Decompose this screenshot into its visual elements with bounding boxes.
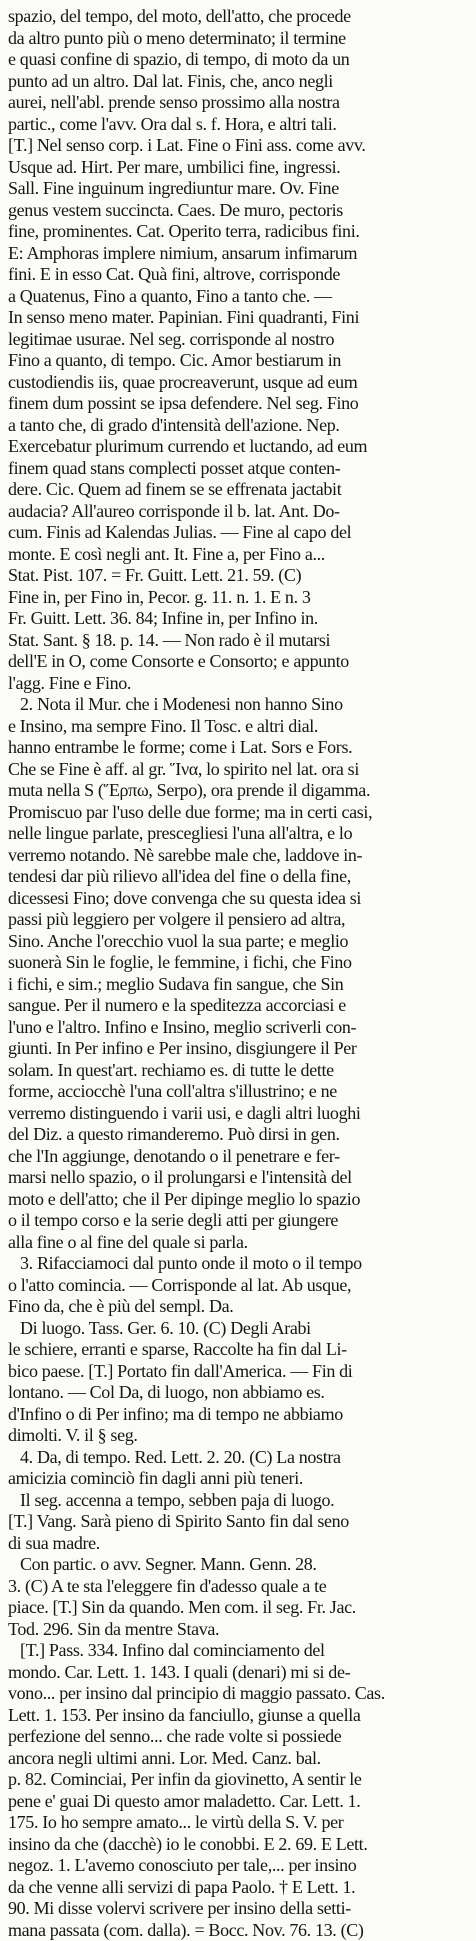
- text-line: [T.] Vang. Sarà pieno di Spirito Santo fin dal seno: [8, 1511, 470, 1533]
- text-line: mondo. Car. Lett. 1. 143. I quali (denari) mi si de-: [8, 1662, 470, 1684]
- text-line: l'uno e l'altro. Infino e Insino, meglio scriverli con-: [8, 1017, 470, 1039]
- text-line: fini. E in esso Cat. Quà fini, altrove, corrisponde: [8, 264, 470, 286]
- text-line: da altro punto più o meno determinato; il termine: [8, 28, 470, 50]
- text-line: Stat. Sant. § 18. p. 14. — Non rado è il mutarsi: [8, 630, 470, 652]
- text-line: Il seg. accenna a tempo, sebben paja di luogo.: [8, 1490, 470, 1512]
- text-line: 3. (C) A te sta l'eleggere fin d'adesso quale a te: [8, 1576, 470, 1598]
- text-line: Fino da, che è più del sempl. Da.: [8, 1296, 470, 1318]
- text-line: finem quad stans complecti posset atque conten-: [8, 458, 470, 480]
- text-line: [T.] Nel senso corp. i Lat. Fine o Fini ass. come avv.: [8, 135, 470, 157]
- text-line: dimolti. V. il § seg.: [8, 1425, 470, 1447]
- text-line: a Quatenus, Fino a quanto, Fino a tanto che. —: [8, 286, 470, 308]
- text-line: marsi nello spazio, o il prolungarsi e l'intensità del: [8, 1167, 470, 1189]
- text-line: Tod. 296. Sin da mentre Stava.: [8, 1619, 470, 1641]
- text-line: verremo distinguendo i varii usi, e dagli altri luoghi: [8, 1103, 470, 1125]
- text-line: a tanto che, di grado d'intensità dell'azione. Nep.: [8, 415, 470, 437]
- text-line: Usque ad. Hirt. Per mare, umbilici fine, ingressi.: [8, 157, 470, 179]
- text-line: pene e' guai Di questo amor maladetto. Car. Lett. 1.: [8, 1791, 470, 1813]
- text-line: 90. Mi disse volervi scrivere per insino della setti-: [8, 1898, 470, 1920]
- text-line: spazio, del tempo, del moto, dell'atto, che procede: [8, 6, 470, 28]
- text-line: solam. In quest'art. rechiamo es. di tutte le dette: [8, 1060, 470, 1082]
- text-line: legitimae usurae. Nel seg. corrisponde al nostro: [8, 329, 470, 351]
- text-line: negoz. 1. L'avemo conosciuto per tale,... per insino: [8, 1855, 470, 1877]
- text-line: del Diz. a questo rimanderemo. Può dirsi in gen.: [8, 1124, 470, 1146]
- text-line: custodiendis iis, quae procreaverunt, usque ad eum: [8, 372, 470, 394]
- text-line: fine, prominentes. Cat. Operito terra, radicibus fini.: [8, 221, 470, 243]
- text-line: Fr. Guitt. Lett. 36. 84; Infine in, per Infino in.: [8, 608, 470, 630]
- text-line: passi più leggiero per volgere il pensiero ad altra,: [8, 909, 470, 931]
- text-line: punto ad un altro. Dal lat. Finis, che, anco negli: [8, 71, 470, 93]
- text-line: dell'E in O, come Consorte e Consorto; e appunto: [8, 651, 470, 673]
- text-line: [T.] Pass. 334. Infino dal cominciamento del: [8, 1640, 470, 1662]
- text-line: ancora negli ultimi anni. Lor. Med. Canz. bal.: [8, 1748, 470, 1770]
- text-line: Fino a quanto, di tempo. Cic. Amor bestiarum in: [8, 350, 470, 372]
- text-line: partic., come l'avv. Ora dal s. f. Hora, e altri tali.: [8, 114, 470, 136]
- text-line: audacia? All'aureo corrisponde il b. lat. Ant. Do-: [8, 501, 470, 523]
- text-line: suonerà Sin le foglie, le femmine, i fichi, che Fino: [8, 952, 470, 974]
- text-line: Fine in, per Fino in, Pecor. g. 11. n. 1. E n. 3: [8, 587, 470, 609]
- text-line: e Insino, ma sempre Fino. Il Tosc. e altri dial.: [8, 716, 470, 738]
- text-line: 2. Nota il Mur. che i Modenesi non hanno Sino: [8, 694, 470, 716]
- text-line: 175. Io ho sempre amato... le virtù della S. V. per: [8, 1812, 470, 1834]
- text-line: moto e dell'atto; che il Per dipinge meglio lo spazio: [8, 1189, 470, 1211]
- text-line: Promiscuo par l'uso delle due forme; ma in certi casi,: [8, 802, 470, 824]
- text-line: forme, acciocchè l'una coll'altra s'illustrino; e ne: [8, 1081, 470, 1103]
- text-line: dicessesi Fino; dove convenga che su questa idea si: [8, 888, 470, 910]
- text-line: i fichi, e sim.; meglio Sudava fin sangue, che Sin: [8, 974, 470, 996]
- text-line: In senso meno mater. Papinian. Fini quadranti, Fini: [8, 307, 470, 329]
- text-line: mana passata (com. dalla). = Bocc. Nov. 76. 13. (C): [8, 1920, 470, 1941]
- text-line: che l'In aggiunge, denotando o il penetrare e fer-: [8, 1146, 470, 1168]
- text-line: muta nella S (Ἕρπω, Serpo), ora prende il digamma.: [8, 780, 470, 802]
- text-line: d'Infino o di Per infino; ma di tempo ne abbiamo: [8, 1404, 470, 1426]
- text-line: giunti. In Per infino e Per insino, disgiungere il Per: [8, 1038, 470, 1060]
- text-line: e quasi confine di spazio, di tempo, di moto da un: [8, 49, 470, 71]
- text-line: l'agg. Fine e Fino.: [8, 673, 470, 695]
- text-line: Sino. Anche l'orecchio vuol la sua parte; e meglio: [8, 931, 470, 953]
- text-line: le schiere, erranti e sparse, Raccolte ha fin dal Li-: [8, 1339, 470, 1361]
- text-line: amicizia cominciò fin dagli anni più teneri.: [8, 1468, 470, 1490]
- text-line: Exercebatur plurimum currendo et luctando, ad eum: [8, 436, 470, 458]
- text-line: aurei, nell'abl. prende senso prossimo alla nostra: [8, 92, 470, 114]
- text-line: sangue. Per il numero e la speditezza accorciasi e: [8, 995, 470, 1017]
- text-line: dere. Cic. Quem ad finem se se effrenata jactabit: [8, 479, 470, 501]
- text-line: Lett. 1. 153. Per insino da fanciullo, giunse a quella: [8, 1705, 470, 1727]
- text-line: Che se Fine è aff. al gr. Ἵνα, lo spirito nel lat. ora si: [8, 759, 470, 781]
- text-line: genus vestem succincta. Caes. De muro, pectoris: [8, 200, 470, 222]
- text-line: 4. Da, di tempo. Red. Lett. 2. 20. (C) La nostra: [8, 1447, 470, 1469]
- text-line: finem dum possint se ipsa defendere. Nel seg. Fino: [8, 393, 470, 415]
- text-line: verremo notando. Nè sarebbe male che, laddove in-: [8, 845, 470, 867]
- text-line: lontano. — Col Da, di luogo, non abbiamo es.: [8, 1382, 470, 1404]
- text-line: alla fine o al fine del quale si parla.: [8, 1232, 470, 1254]
- text-line: Sall. Fine inguinum ingrediuntur mare. Ov. Fine: [8, 178, 470, 200]
- text-line: da che venne alli servizi di papa Paolo. † E Lett. 1.: [8, 1877, 470, 1899]
- text-line: Stat. Pist. 107. = Fr. Guitt. Lett. 21. 59. (C): [8, 565, 470, 587]
- text-line: o il tempo corso e la serie degli atti per giungere: [8, 1210, 470, 1232]
- text-line: bico paese. [T.] Portato fin dall'America. — Fin di: [8, 1361, 470, 1383]
- text-line: perfezione del senno... che rade volte si possiede: [8, 1726, 470, 1748]
- text-line: monte. E così negli ant. It. Fine a, per Fino a...: [8, 544, 470, 566]
- text-line: E: Amphoras implere nimium, ansarum infimarum: [8, 243, 470, 265]
- text-line: cum. Finis ad Kalendas Julias. — Fine al capo del: [8, 522, 470, 544]
- text-line: o l'atto comincia. — Corrisponde al lat. Ab usque,: [8, 1275, 470, 1297]
- text-line: Di luogo. Tass. Ger. 6. 10. (C) Degli Arabi: [8, 1318, 470, 1340]
- text-line: 3. Rifacciamoci dal punto onde il moto o il tempo: [8, 1253, 470, 1275]
- text-line: insino da che (dacchè) io le conobbi. E 2. 69. E Lett.: [8, 1834, 470, 1856]
- text-line: hanno entrambe le forme; come i Lat. Sors e Fors.: [8, 737, 470, 759]
- text-line: piace. [T.] Sin da quando. Men com. il seg. Fr. Jac.: [8, 1597, 470, 1619]
- text-line: tendesi dar più rilievo all'idea del fine o della fine,: [8, 866, 470, 888]
- text-line: nelle lingue parlate, prescegliesi l'una all'altra, e lo: [8, 823, 470, 845]
- text-line: p. 82. Cominciai, Per infin da giovinetto, A sentir le: [8, 1769, 470, 1791]
- text-line: vono... per insino dal principio di maggio passato. Cas.: [8, 1683, 470, 1705]
- text-line: Con partic. o avv. Segner. Mann. Genn. 28.: [8, 1554, 470, 1576]
- text-line: di sua madre.: [8, 1533, 470, 1555]
